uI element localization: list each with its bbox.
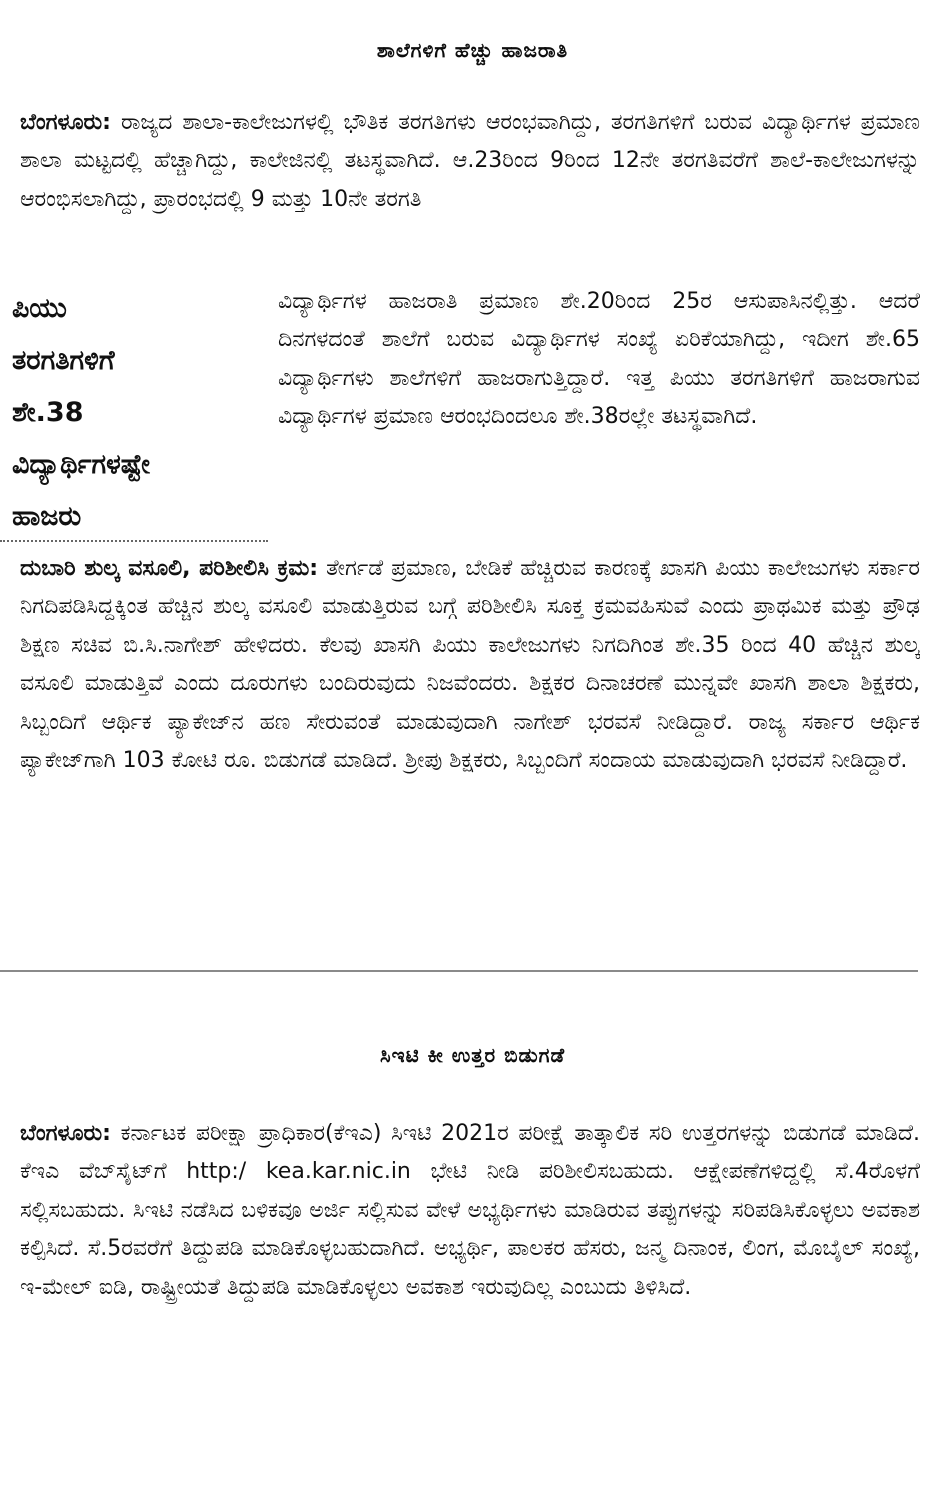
article2-headline: ಸಿಇಟಿ ಕೀ ಉತ್ತರ ಬಿಡುಗಡೆ bbox=[380, 1043, 565, 1067]
article2-paragraph-1 bbox=[20, 1115, 920, 1480]
side-heading-line: ಹಾಜರು bbox=[12, 501, 82, 532]
side-heading-line: ಶೇ.38 bbox=[12, 397, 84, 428]
article1-paragraph-3 bbox=[20, 550, 920, 960]
article1-para3-text: ತೇರ್ಗಡೆ ಪ್ರಮಾಣ, ಬೇಡಿಕೆ ಹೆಚ್ಚಿರುವ ಕಾರಣಕ್ಕೆ ಖಾಸಗಿ ಪಿಯು ಕಾಲೇಜುಗಳು ಸರ್ಕಾರ ನಿಗದಿಪಡಿಸಿದ್ದಕ್ಕಿಂತ ಹೆಚ್ಚಿನ ಶುಲ್ಕ ವಸೂಲಿ ಮಾಡುತ್ತಿರುವ ಬಗ್ಗೆ ಪರಿಶೀಲಿಸಿ ಸೂಕ್ತ ಕ್ರಮವಹಿಸುವೆ ಎಂದು ಪ್ರಾಥಮಿಕ ಮತ್ತು ಪ್ರೌಢ ಶಿಕ್ಷಣ ಸಚಿವ ಬಿ.ಸಿ.ನಾಗೇಶ್ ಹೇಳಿದರು. ಕೆಲವು ಖಾಸಗಿ ಪಿಯು ಕಾಲೇಜುಗಳು ನಿಗದಿಗಿಂತ ಶೇ.35 ರಿಂದ 40 ಹೆಚ್ಚಿನ ಶುಲ್ಕ ವಸೂಲಿ ಮಾಡುತ್ತಿವೆ ಎಂದು ದೂರುಗಳು ಬಂದಿರುವುದು ನಿಜವೆಂದರು. ಶಿಕ್ಷಕರ ದಿನಾಚರಣೆ ಮುನ್ನವೇ ಖಾಸಗಿ ಶಾಲಾ ಶಿಕ್ಷಕರು, ಸಿಬ್ಬಂದಿಗೆ ಆರ್ಥಿಕ ಪ್ಯಾಕೇಜ್‌ನ ಹಣ ಸೇರುವಂತೆ ಮಾಡುವುದಾಗಿ ನಾಗೇಶ್ ಭರವಸೆ ನೀಡಿದ್ದಾರೆ. ರಾಜ್ಯ ಸರ್ಕಾರ ಆರ್ಥಿಕ ಪ್ಯಾಕೇಜ್‌ಗಾಗಿ 103 ಕೋಟಿ ರೂ. ಬಿಡುಗಡೆ ಮಾಡಿದೆ. ಶ್ರೀಪು ಶಿಕ್ಷಕರು, ಸಿಬ್ಬಂದಿಗೆ ಸಂದಾಯ ಮಾಡುವುದಾಗಿ ಭರವಸೆ ನೀಡಿದ್ದಾರೆ. bbox=[20, 556, 920, 774]
article2-para1-text: ಕರ್ನಾಟಕ ಪರೀಕ್ಷಾ ಪ್ರಾಧಿಕಾರ(ಕೆಇಎ) ಸಿಇಟಿ 2021ರ ಪರೀಕ್ಷೆ ತಾತ್ಕಾಲಿಕ ಸರಿ ಉತ್ತರಗಳನ್ನು ಬಿಡುಗಡೆ ಮಾಡಿದೆ. ಕೆಇಎ ವೆಬ್‌ಸೈಟ್‌ಗೆ http:/ kea.kar.nic.in ಭೇಟಿ ನೀಡಿ ಪರಿಶೀಲಿಸಬಹುದು. ಆಕ್ಷೇಪಣೆಗಳಿದ್ದಲ್ಲಿ ಸೆ.4ರೊಳಗೆ ಸಲ್ಲಿಸಬಹುದು. ಸಿಇಟಿ ನಡೆಸಿದ ಬಳಿಕವೂ ಅರ್ಜಿ ಸಲ್ಲಿಸುವ ವೇಳೆ ಅಭ್ಯರ್ಥಿಗಳು ಮಾಡಿರುವ ತಪ್ಪುಗಳನ್ನು ಸರಿಪಡಿಸಿಕೊಳ್ಳಲು ಅವಕಾಶ ಕಲ್ಪಿಸಿದೆ. ಸೆ.5ರವರೆಗೆ ತಿದ್ದುಪಡಿ ಮಾಡಿಕೊಳ್ಳಬಹುದಾಗಿದೆ. ಅಭ್ಯರ್ಥಿ, ಪಾಲಕರ ಹೆಸರು, ಜನ್ಮ ದಿನಾಂಕ, ಲಿಂಗ, ಮೊಬೈಲ್ ಸಂಖ್ಯೆ, ಇ-ಮೇಲ್ ಐಡಿ, ರಾಷ್ಟ್ರೀಯತೆ ತಿದ್ದುಪಡಿ ಮಾಡಿಕೊಳ್ಳಲು ಅವಕಾಶ ಇರುವುದಿಲ್ಲ ಎಂಬುದು ತಿಳಿಸಿದೆ. bbox=[20, 1121, 920, 1300]
article1-side-heading bbox=[12, 283, 252, 543]
article2-dateline: ಬೆಂಗಳೂರು: bbox=[20, 1121, 111, 1146]
side-heading-line: ತರಗತಿಗಳಿಗೆ bbox=[12, 345, 115, 376]
side-heading-divider bbox=[0, 540, 268, 542]
article1-para1-text: ರಾಜ್ಯದ ಶಾಲಾ-ಕಾಲೇಜುಗಳಲ್ಲಿ ಭೌತಿಕ ತರಗತಿಗಳು ಆರಂಭವಾಗಿದ್ದು, ತರಗತಿಗಳಿಗೆ ಬರುವ ವಿದ್ಯಾರ್ಥಿಗಳ ಪ್ರಮಾಣ ಶಾಲಾ ಮಟ್ಟದಲ್ಲಿ ಹೆಚ್ಚಾಗಿದ್ದು, ಕಾಲೇಜಿನಲ್ಲಿ ತಟಸ್ಥವಾಗಿದೆ. ಆ.23ರಿಂದ 9ರಿಂದ 12ನೇ ತರಗತಿವರೆಗೆ ಶಾಲೆ-ಕಾಲೇಜುಗಳನ್ನು ಆರಂಭಿಸಲಾಗಿದ್ದು, ಪ್ರಾರಂಭದಲ್ಲಿ 9 ಮತ್ತು 10ನೇ ತರಗತಿ bbox=[20, 110, 920, 212]
article1-dateline: ಬೆಂಗಳೂರು: bbox=[20, 110, 111, 135]
side-heading-line: ವಿದ್ಯಾರ್ಥಿಗಳಷ್ಟೇ bbox=[12, 449, 150, 480]
side-heading-line: ಪಿಯು bbox=[12, 293, 67, 324]
article-divider bbox=[0, 970, 918, 972]
article1-headline: ಶಾಲೆಗಳಿಗೆ ಹೆಚ್ಚು ಹಾಜರಾತಿ bbox=[376, 38, 569, 62]
article1-subhead: ದುಬಾರಿ ಶುಲ್ಕ ವಸೂಲಿ, ಪರಿಶೀಲಿಸಿ ಕ್ರಮ: bbox=[20, 556, 319, 581]
article1-paragraph-1 bbox=[20, 104, 920, 259]
article1-paragraph-2: ವಿದ್ಯಾರ್ಥಿಗಳ ಹಾಜರಾತಿ ಪ್ರಮಾಣ ಶೇ.20ರಿಂದ 25ರ ಆಸುಪಾಸಿನಲ್ಲಿತ್ತು. ಆದರೆ ದಿನಗಳದಂತೆ ಶಾಲೆಗೆ ಬರುವ ವಿದ್ಯಾರ್ಥಿಗಳ ಸಂಖ್ಯೆ ಏರಿಕೆಯಾಗಿದ್ದು, ಇದೀಗ ಶೇ.65 ವಿದ್ಯಾರ್ಥಿಗಳು ಶಾಲೆಗಳಿಗೆ ಹಾಜರಾಗುತ್ತಿದ್ದಾರೆ. ಇತ್ತ ಪಿಯು ತರಗತಿಗಳಿಗೆ ಹಾಜರಾಗುವ ವಿದ್ಯಾರ್ಥಿಗಳ ಪ್ರಮಾಣ ಆರಂಭದಿಂದಲೂ ಶೇ.38ರಲ್ಲೇ ತಟಸ್ಥವಾಗಿದೆ. bbox=[278, 289, 920, 430]
